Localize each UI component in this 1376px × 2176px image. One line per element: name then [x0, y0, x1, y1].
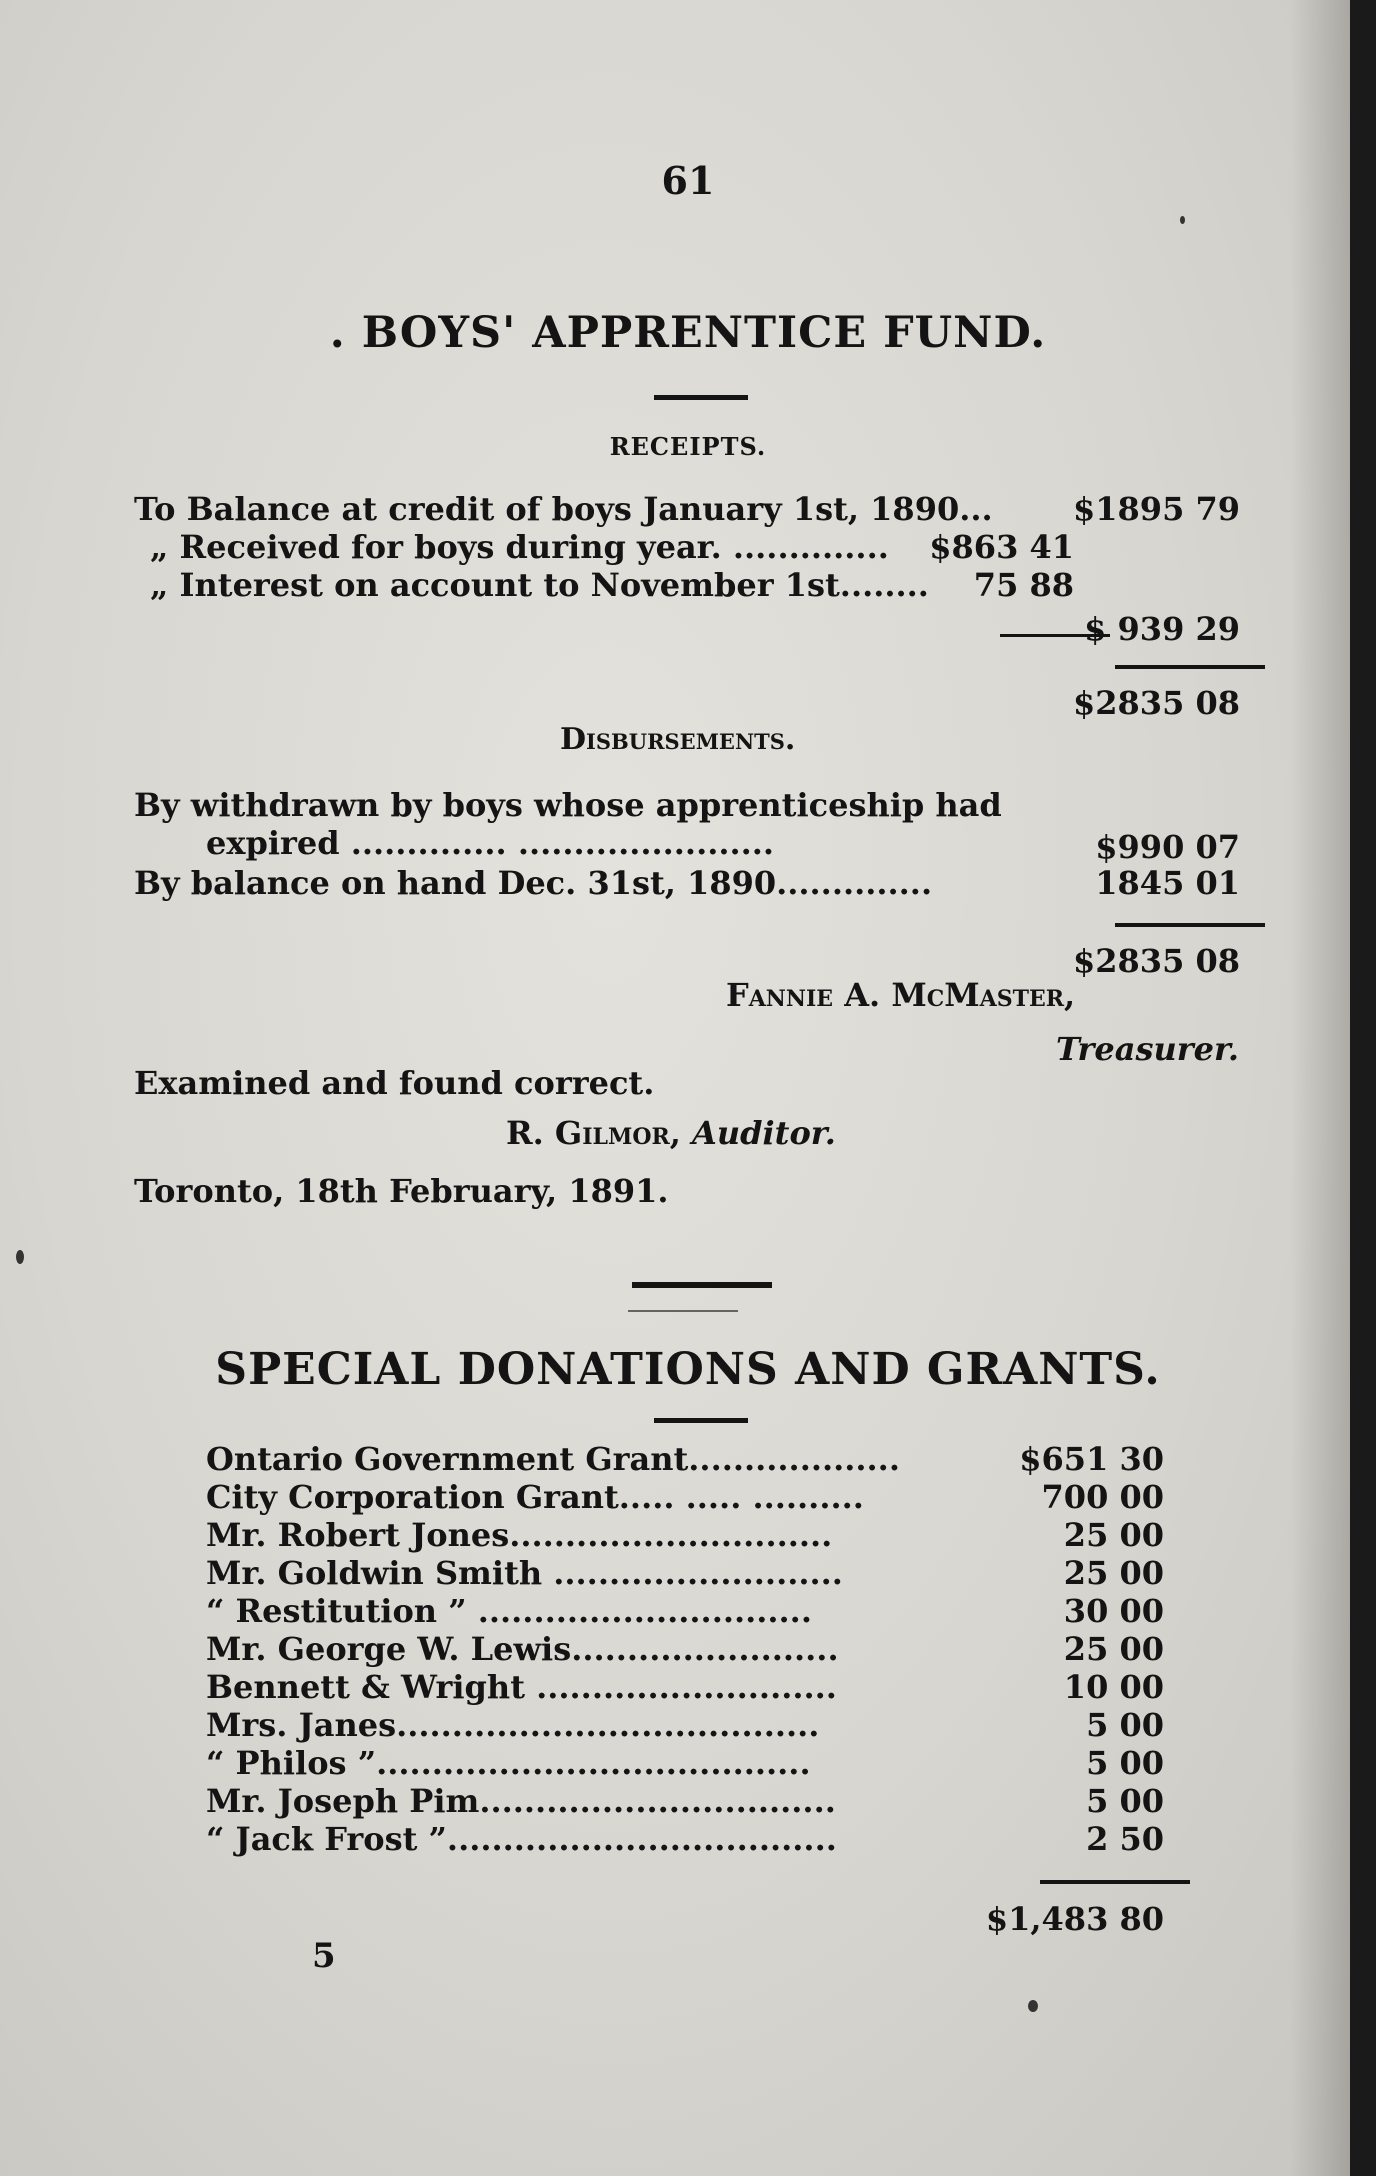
ink-speck [1180, 216, 1185, 224]
section-divider [632, 1282, 772, 1288]
donation-amount: 5 00 [1086, 1744, 1164, 1782]
receipt-amount: 75 88 [973, 566, 1074, 604]
disb-total-rule [1115, 923, 1265, 927]
donations-total-rule [1040, 1880, 1190, 1884]
fund-title: . BOYS' APPRENTICE FUND. [329, 308, 1047, 358]
title-rule [654, 395, 748, 400]
donation-line: “ Restitution ” .............................. [206, 1592, 812, 1630]
receipt-line: „ Interest on account to November 1st........ [150, 566, 929, 604]
disbursement-line: By withdrawn by boys whose apprenticeship had [134, 786, 1002, 824]
donation-amount: 25 00 [1063, 1516, 1164, 1554]
donation-line: Mr. Robert Jones............................. [206, 1516, 833, 1554]
donation-amount: 25 00 [1063, 1554, 1164, 1592]
ink-speck [1028, 2000, 1038, 2012]
donation-amount: 10 00 [1063, 1668, 1164, 1706]
donation-amount: 5 00 [1086, 1706, 1164, 1744]
disbursement-line: By balance on hand Dec. 31st, 1890.............. [134, 864, 933, 902]
donation-amount: 700 00 [1041, 1478, 1164, 1516]
donation-line: Bennett & Wright ........................... [206, 1668, 837, 1706]
receipts-total: $2835 08 [1073, 684, 1240, 722]
donation-amount: $651 30 [1019, 1440, 1164, 1478]
donation-line: Mr. Goldwin Smith .......................... [206, 1554, 843, 1592]
disbursement-line: expired .............. ....................... [206, 824, 775, 862]
total-rule [1115, 665, 1265, 669]
disbursement-amount: 1845 01 [1095, 864, 1240, 902]
donations-total: $1,483 80 [985, 1900, 1164, 1938]
treasurer-name: Fannie A. McMaster, [726, 976, 1076, 1014]
donation-line: Mrs. Janes...................................... [206, 1706, 820, 1744]
donation-amount: 30 00 [1063, 1592, 1164, 1630]
donations-title: SPECIAL DONATIONS AND GRANTS. [215, 1344, 1161, 1395]
donation-amount: 5 00 [1086, 1782, 1164, 1820]
receipt-line: To Balance at credit of boys January 1st, 1890... [134, 490, 993, 528]
donation-line: Mr. Joseph Pim................................ [206, 1782, 836, 1820]
examined-line: Examined and found correct. [134, 1064, 655, 1102]
donation-amount: 2 50 [1086, 1820, 1164, 1858]
disbursements-heading: Disbursements. [560, 722, 796, 757]
disbursements-total: $2835 08 [1073, 942, 1240, 980]
ink-speck [16, 1250, 24, 1264]
section-divider-thin [628, 1310, 738, 1312]
receipt-amount: $1895 79 [1073, 490, 1240, 528]
donation-amount: 25 00 [1063, 1630, 1164, 1668]
receipt-amount: $863 41 [929, 528, 1074, 566]
page-number: 61 [661, 158, 715, 203]
donation-line: “ Philos ”....................................... [206, 1744, 811, 1782]
disbursement-amount: $990 07 [1095, 828, 1240, 866]
receipts-heading: RECEIPTS. [609, 432, 767, 461]
treasurer-title: Treasurer. [1056, 1030, 1239, 1068]
date-line: Toronto, 18th February, 1891. [134, 1172, 669, 1210]
donations-title-rule [654, 1418, 748, 1423]
receipts-subtotal: $ 939 29 [1084, 610, 1240, 648]
receipt-line: „ Received for boys during year. .............. [150, 528, 889, 566]
signature-mark: 5 [312, 1936, 336, 1976]
auditor-name: R. Gilmor, [506, 1114, 681, 1152]
auditor-title: Auditor. [692, 1114, 836, 1152]
donation-line: “ Jack Frost ”................................... [206, 1820, 837, 1858]
donation-line: City Corporation Grant..... ..... .......... [206, 1478, 864, 1516]
donation-line: Ontario Government Grant................... [206, 1440, 900, 1478]
donation-line: Mr. George W. Lewis........................ [206, 1630, 839, 1668]
